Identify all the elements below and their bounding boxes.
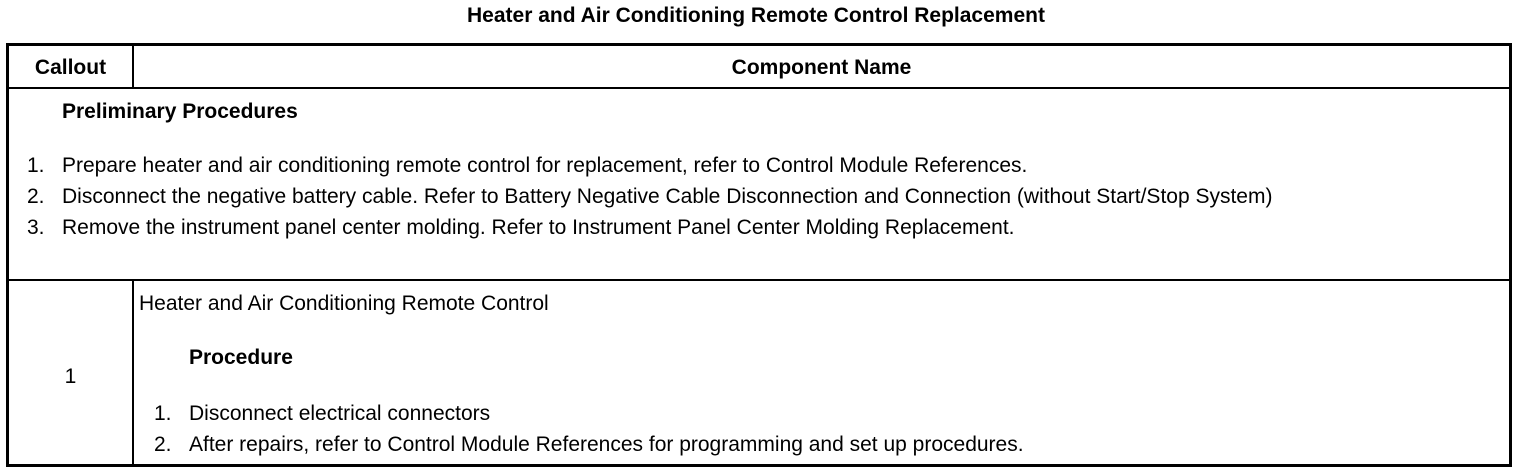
list-item [27, 181, 1467, 212]
step-number: 2. [154, 433, 172, 456]
component-table [6, 43, 1512, 467]
list-item [154, 429, 1454, 460]
step-text: Prepare heater and air conditioning remote control for replacement, refer to Control Module References. [62, 154, 1028, 177]
step-number: 1. [27, 154, 45, 177]
step-number: 2. [27, 185, 45, 208]
callout-number: 1 [64, 365, 77, 388]
procedure-steps-list [154, 398, 1454, 460]
step-text: Remove the instrument panel center molding. Refer to Instrument Panel Center Molding Replacement. [62, 216, 1015, 239]
list-item [27, 150, 1467, 181]
preliminary-procedures-heading: Preliminary Procedures [62, 100, 298, 123]
component-name: Heater and Air Conditioning Remote Control [139, 292, 549, 315]
preliminary-steps-list [27, 150, 1467, 243]
list-item [27, 212, 1467, 243]
list-item [154, 398, 1454, 429]
header-component-name: Component Name [731, 56, 912, 79]
preliminary-procedures-row [9, 89, 1509, 281]
table-row [9, 281, 1509, 464]
step-text: After repairs, refer to Control Module References for programming and set up procedures. [189, 433, 1024, 456]
table-header-row [9, 46, 1509, 89]
header-callout: Callout [34, 56, 107, 79]
step-number: 3. [27, 216, 45, 239]
row-divider [132, 281, 134, 464]
step-number: 1. [154, 402, 172, 425]
step-text: Disconnect electrical connectors [189, 402, 491, 425]
document-title: Heater and Air Conditioning Remote Control Replacement [467, 4, 1045, 27]
step-text: Disconnect the negative battery cable. Refer to Battery Negative Cable Disconnection and Connection (without Start/Stop System) [62, 185, 1273, 208]
procedure-heading: Procedure [189, 346, 293, 369]
